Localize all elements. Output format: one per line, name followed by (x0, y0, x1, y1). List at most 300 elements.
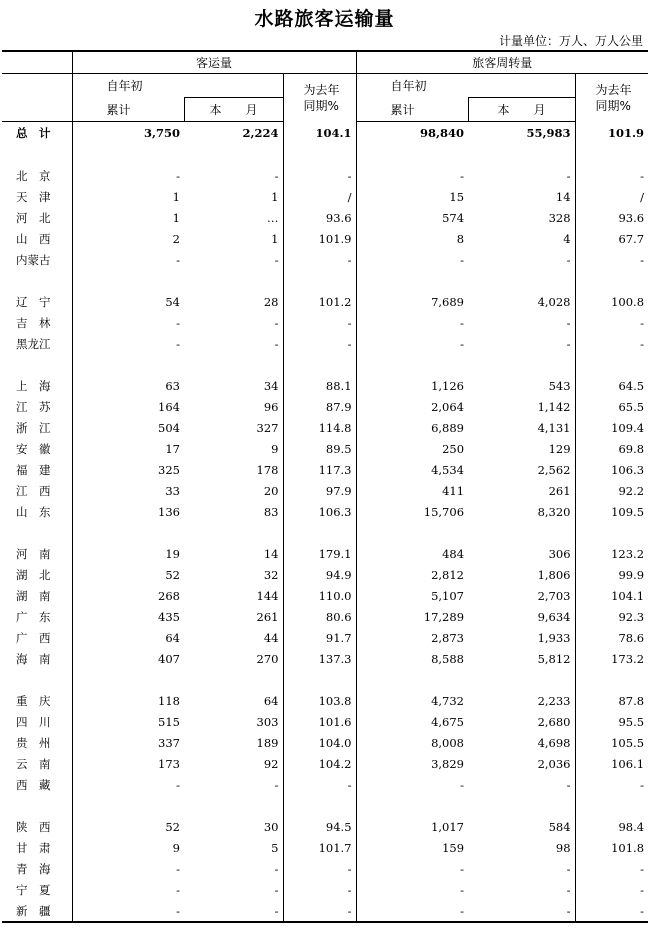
cell-passenger-month: 9 (271, 441, 279, 456)
cell-turnover-ytd: 2,064 (356, 396, 468, 417)
cell-turnover-month: - (566, 252, 571, 267)
cell-passenger-yoy: 114.8 (283, 417, 356, 438)
spacer-cell (2, 270, 72, 291)
cell-turnover-month: 129 (548, 441, 571, 456)
cell-passenger-ytd: 19 (72, 543, 184, 564)
cell-passenger-ytd: - (72, 900, 184, 922)
row-name: 河 南 (16, 546, 51, 561)
cell-turnover-yoy: 104.1 (575, 585, 648, 606)
cell-turnover-ytd: 2,873 (356, 627, 468, 648)
table-row (2, 375, 648, 396)
cell-passenger-ytd: 164 (72, 396, 184, 417)
spacer-cell (468, 144, 575, 165)
cell-turnover-month: 55,983 (526, 126, 571, 140)
cell-passenger-month: 303 (256, 714, 279, 729)
spacer-cell (2, 354, 72, 375)
cell-turnover-month: - (566, 336, 571, 351)
cell-turnover-yoy: 109.4 (575, 417, 648, 438)
cell-passenger-month: 34 (263, 378, 279, 393)
cell-passenger-month: 261 (256, 609, 279, 624)
cell-turnover-month: 2,680 (537, 714, 571, 729)
spacer-cell (2, 795, 72, 816)
spacer-row (2, 669, 648, 690)
row-name: 西 藏 (16, 777, 51, 792)
table-row (2, 396, 648, 417)
spacer-cell (575, 270, 648, 291)
cell-turnover-ytd: 159 (356, 837, 468, 858)
cell-turnover-yoy: - (575, 879, 648, 900)
cell-passenger-ytd: - (72, 165, 184, 186)
header-yoy-bottom: 同期% (303, 98, 339, 113)
cell-turnover-yoy: - (575, 858, 648, 879)
cell-passenger-month: 64 (263, 693, 279, 708)
cell-turnover-yoy: - (575, 312, 648, 333)
header-passenger-volume: 客运量 (72, 51, 356, 74)
cell-turnover-ytd: 411 (356, 480, 468, 501)
cell-passenger-ytd: 515 (72, 711, 184, 732)
cell-turnover-yoy: 65.5 (575, 396, 648, 417)
cell-turnover-ytd: 15,706 (356, 501, 468, 522)
spacer-cell (184, 144, 283, 165)
cell-passenger-yoy: 97.9 (283, 480, 356, 501)
cell-passenger-yoy: 117.3 (283, 459, 356, 480)
row-name: 黑龙江 (16, 336, 51, 351)
cell-turnover-ytd: - (356, 249, 468, 270)
cell-turnover-month: 4,698 (537, 735, 571, 750)
cell-passenger-ytd: - (72, 879, 184, 900)
cell-turnover-month: - (566, 315, 571, 330)
cell-turnover-ytd: - (356, 900, 468, 922)
header-yoy-top: 为去年 (303, 82, 340, 97)
row-name: 吉 林 (16, 315, 51, 330)
cell-passenger-yoy: 106.3 (283, 501, 356, 522)
row-name: 浙 江 (16, 420, 51, 435)
table-row (2, 753, 648, 774)
cell-passenger-month: 14 (263, 546, 279, 561)
table-row (2, 312, 648, 333)
cell-turnover-month: - (566, 168, 571, 183)
spacer-cell (356, 795, 468, 816)
table-row (2, 417, 648, 438)
row-name: 北 京 (16, 168, 51, 183)
row-name: 广 西 (16, 630, 51, 645)
table-row (2, 858, 648, 879)
spacer-cell (356, 270, 468, 291)
spacer-row (2, 354, 648, 375)
row-name: 重 庆 (16, 693, 51, 708)
cell-passenger-yoy: 93.6 (283, 207, 356, 228)
cell-passenger-ytd: 325 (72, 459, 184, 480)
spacer-cell (283, 522, 356, 543)
total-row (2, 122, 648, 145)
row-name: 湖 北 (16, 567, 51, 582)
cell-passenger-month: 96 (263, 399, 279, 414)
table-row (2, 459, 648, 480)
cell-passenger-yoy: 104.0 (283, 732, 356, 753)
spacer-cell (283, 354, 356, 375)
cell-turnover-ytd: 4,732 (356, 690, 468, 711)
cell-passenger-ytd: - (72, 774, 184, 795)
cell-turnover-month: 5,812 (537, 651, 571, 666)
spacer-cell (468, 795, 575, 816)
cell-passenger-yoy: - (283, 312, 356, 333)
page-title: 水路旅客运输量 (254, 8, 395, 30)
cell-turnover-month: 1,806 (537, 567, 571, 582)
spacer-cell (575, 354, 648, 375)
cell-passenger-month: 144 (256, 588, 279, 603)
spacer-cell (468, 669, 575, 690)
cell-passenger-yoy: 104.2 (283, 753, 356, 774)
row-name: 湖 南 (16, 588, 51, 603)
cell-passenger-month: 92 (263, 756, 279, 771)
cell-passenger-yoy: 80.6 (283, 606, 356, 627)
spacer-cell (468, 522, 575, 543)
row-name: 天 津 (16, 189, 51, 204)
spacer-cell (283, 270, 356, 291)
cell-turnover-ytd: - (356, 333, 468, 354)
cell-passenger-yoy: 110.0 (283, 585, 356, 606)
cell-passenger-ytd: - (72, 333, 184, 354)
table-row (2, 165, 648, 186)
row-name: 总 计 (16, 126, 51, 140)
spacer-cell (356, 522, 468, 543)
cell-passenger-ytd: 337 (72, 732, 184, 753)
spacer-cell (283, 144, 356, 165)
cell-turnover-month: 584 (548, 819, 571, 834)
cell-turnover-ytd: - (356, 879, 468, 900)
cell-passenger-month: 5 (271, 840, 279, 855)
cell-turnover-yoy: - (575, 333, 648, 354)
table-row (2, 543, 648, 564)
cell-passenger-month: 44 (263, 630, 279, 645)
cell-turnover-yoy: 106.3 (575, 459, 648, 480)
cell-turnover-yoy: 92.2 (575, 480, 648, 501)
unit-note: 计量单位：万人、万人公里 (498, 34, 643, 48)
cell-passenger-yoy: 89.5 (283, 438, 356, 459)
table-row (2, 207, 648, 228)
cell-passenger-ytd: 173 (72, 753, 184, 774)
cell-passenger-ytd: 435 (72, 606, 184, 627)
cell-passenger-month: 20 (263, 483, 279, 498)
row-name: 山 西 (16, 231, 51, 246)
row-name: 宁 夏 (16, 882, 51, 897)
row-name: 甘 肃 (16, 840, 51, 855)
cell-turnover-month: 4,028 (537, 294, 571, 309)
row-name: 新 疆 (2, 900, 72, 922)
table-row (2, 774, 648, 795)
spacer-cell (2, 522, 72, 543)
cell-passenger-month: - (274, 168, 279, 183)
cell-passenger-month: - (274, 882, 279, 897)
cell-turnover-ytd: 7,689 (356, 291, 468, 312)
table-row (2, 606, 648, 627)
cell-passenger-yoy: 101.6 (283, 711, 356, 732)
table-row (2, 585, 648, 606)
cell-passenger-yoy: 101.9 (283, 228, 356, 249)
cell-turnover-ytd: 4,534 (356, 459, 468, 480)
cell-turnover-yoy: 123.2 (575, 543, 648, 564)
cell-turnover-ytd: 8 (356, 228, 468, 249)
row-name: 福 建 (16, 462, 51, 477)
spacer-cell (184, 795, 283, 816)
cell-passenger-yoy: - (283, 333, 356, 354)
spacer-cell (72, 270, 184, 291)
cell-turnover-ytd: 5,107 (356, 585, 468, 606)
passenger-transport-table (2, 50, 648, 923)
cell-turnover-month: 2,036 (537, 756, 571, 771)
row-name: 内蒙古 (16, 252, 51, 267)
cell-turnover-yoy: 100.8 (575, 291, 648, 312)
cell-passenger-ytd: - (72, 312, 184, 333)
table-row (2, 627, 648, 648)
cell-passenger-month: - (274, 336, 279, 351)
spacer-cell (2, 669, 72, 690)
cell-turnover-month: - (566, 777, 571, 792)
cell-turnover-yoy: 87.8 (575, 690, 648, 711)
cell-passenger-ytd: 118 (72, 690, 184, 711)
cell-passenger-ytd: 1 (72, 207, 184, 228)
cell-turnover-ytd: 574 (356, 207, 468, 228)
cell-passenger-yoy: 94.5 (283, 816, 356, 837)
cell-passenger-yoy: / (283, 186, 356, 207)
row-name: 海 南 (16, 651, 51, 666)
cell-passenger-yoy: 137.3 (283, 648, 356, 669)
row-name: 江 苏 (16, 399, 51, 414)
cell-passenger-month: 1 (271, 231, 279, 246)
table-row (2, 249, 648, 270)
cell-passenger-ytd: 136 (72, 501, 184, 522)
row-name: 河 北 (16, 210, 51, 225)
cell-passenger-yoy: 104.1 (283, 122, 356, 145)
spacer-cell (283, 669, 356, 690)
cell-passenger-month: 30 (263, 819, 279, 834)
cell-turnover-yoy: - (575, 900, 648, 922)
table-row (2, 732, 648, 753)
cell-passenger-ytd: 63 (72, 375, 184, 396)
spacer-cell (72, 522, 184, 543)
cell-passenger-yoy: 179.1 (283, 543, 356, 564)
cell-turnover-ytd: 4,675 (356, 711, 468, 732)
cell-turnover-yoy: 78.6 (575, 627, 648, 648)
cell-passenger-month: - (274, 777, 279, 792)
header-ytd-bottom: 累计 (356, 98, 468, 122)
cell-turnover-ytd: - (356, 774, 468, 795)
cell-turnover-ytd: 1,126 (356, 375, 468, 396)
cell-passenger-month: - (274, 315, 279, 330)
header-month: 本 月 (184, 98, 283, 122)
spacer-row (2, 522, 648, 543)
header-ytd-top: 自年初 (72, 74, 283, 98)
cell-passenger-yoy: 101.2 (283, 291, 356, 312)
spacer-cell (184, 354, 283, 375)
spacer-cell (184, 270, 283, 291)
cell-turnover-month: 261 (548, 483, 571, 498)
cell-turnover-yoy: - (575, 249, 648, 270)
header-month: 本 月 (468, 98, 575, 122)
cell-turnover-ytd: 2,812 (356, 564, 468, 585)
cell-turnover-yoy: 67.7 (575, 228, 648, 249)
spacer-cell (468, 270, 575, 291)
row-name: 安 徽 (16, 441, 51, 456)
cell-turnover-ytd: 8,588 (356, 648, 468, 669)
cell-passenger-month: - (274, 861, 279, 876)
row-name: 云 南 (16, 756, 51, 771)
row-name: 辽 宁 (16, 294, 51, 309)
cell-turnover-ytd: 3,829 (356, 753, 468, 774)
cell-turnover-month: 1,933 (537, 630, 571, 645)
cell-turnover-ytd: 1,017 (356, 816, 468, 837)
header-blank (2, 74, 72, 98)
cell-passenger-yoy: 87.9 (283, 396, 356, 417)
table-row (2, 564, 648, 585)
spacer-cell (184, 669, 283, 690)
row-name: 四 川 (16, 714, 51, 729)
spacer-cell (575, 669, 648, 690)
cell-turnover-ytd: 8,008 (356, 732, 468, 753)
cell-passenger-month: 1 (271, 189, 279, 204)
row-name: 贵 州 (16, 735, 51, 750)
cell-turnover-yoy: - (575, 165, 648, 186)
header-passenger-turnover: 旅客周转量 (356, 51, 648, 74)
cell-passenger-yoy: 94.9 (283, 564, 356, 585)
cell-passenger-yoy: - (283, 858, 356, 879)
cell-passenger-ytd: - (72, 249, 184, 270)
header-yoy-bottom: 同期% (595, 98, 631, 113)
cell-passenger-yoy: 103.8 (283, 690, 356, 711)
cell-turnover-yoy: 98.4 (575, 816, 648, 837)
cell-turnover-month: 2,703 (537, 588, 571, 603)
cell-passenger-ytd: 64 (72, 627, 184, 648)
cell-passenger-ytd: 504 (72, 417, 184, 438)
cell-turnover-yoy: 101.9 (575, 122, 648, 145)
cell-passenger-ytd: 52 (72, 816, 184, 837)
cell-passenger-month: 178 (256, 462, 279, 477)
cell-passenger-ytd: 33 (72, 480, 184, 501)
cell-turnover-month: 2,562 (537, 462, 571, 477)
cell-turnover-ytd: 98,840 (356, 122, 468, 145)
spacer-cell (356, 354, 468, 375)
header-yoy (283, 74, 356, 122)
row-name: 山 东 (16, 504, 51, 519)
spacer-cell (283, 795, 356, 816)
cell-passenger-month: 2,224 (242, 126, 279, 140)
table-row (2, 648, 648, 669)
cell-passenger-month: 270 (256, 651, 279, 666)
cell-passenger-yoy: - (283, 249, 356, 270)
cell-turnover-yoy: 105.5 (575, 732, 648, 753)
cell-turnover-ytd: 17,289 (356, 606, 468, 627)
table-row (2, 501, 648, 522)
cell-turnover-yoy: 101.8 (575, 837, 648, 858)
row-name: 青 海 (16, 861, 51, 876)
cell-turnover-ytd: 484 (356, 543, 468, 564)
cell-turnover-ytd: - (356, 165, 468, 186)
cell-turnover-month: 2,233 (537, 693, 571, 708)
table-row (2, 186, 648, 207)
cell-turnover-month: 8,320 (537, 504, 571, 519)
table-header (2, 51, 648, 122)
row-name: 上 海 (16, 378, 51, 393)
cell-turnover-yoy: 93.6 (575, 207, 648, 228)
header-yoy (575, 74, 648, 122)
cell-passenger-yoy: 88.1 (283, 375, 356, 396)
cell-turnover-yoy: 92.3 (575, 606, 648, 627)
header-yoy-top: 为去年 (595, 82, 632, 97)
cell-passenger-ytd: 2 (72, 228, 184, 249)
cell-turnover-yoy: 106.1 (575, 753, 648, 774)
spacer-row (2, 144, 648, 165)
row-name: 陕 西 (16, 819, 51, 834)
cell-turnover-yoy: - (575, 774, 648, 795)
row-name: 广 东 (16, 609, 51, 624)
cell-passenger-yoy: - (283, 774, 356, 795)
cell-passenger-ytd: - (72, 858, 184, 879)
cell-passenger-month: 28 (263, 294, 279, 309)
cell-passenger-month: 327 (256, 420, 279, 435)
spacer-cell (72, 795, 184, 816)
table-row (2, 816, 648, 837)
table-row (2, 711, 648, 732)
cell-passenger-ytd: 1 (72, 186, 184, 207)
cell-turnover-month: - (468, 900, 575, 922)
spacer-cell (468, 354, 575, 375)
cell-passenger-yoy: - (283, 900, 356, 922)
cell-turnover-yoy: 109.5 (575, 501, 648, 522)
spacer-row (2, 795, 648, 816)
spacer-cell (575, 795, 648, 816)
spacer-row (2, 270, 648, 291)
header-blank (2, 51, 72, 74)
table-row (2, 291, 648, 312)
table-row (2, 879, 648, 900)
cell-turnover-month: 543 (548, 378, 571, 393)
cell-turnover-yoy: 99.9 (575, 564, 648, 585)
spacer-cell (356, 669, 468, 690)
spacer-cell (184, 522, 283, 543)
cell-passenger-yoy: - (283, 879, 356, 900)
cell-passenger-yoy: - (283, 165, 356, 186)
cell-passenger-ytd: 407 (72, 648, 184, 669)
cell-passenger-month: 83 (263, 504, 279, 519)
cell-passenger-ytd: 3,750 (72, 122, 184, 145)
cell-turnover-month: - (566, 882, 571, 897)
cell-turnover-yoy: 64.5 (575, 375, 648, 396)
cell-turnover-ytd: 250 (356, 438, 468, 459)
cell-turnover-yoy: 69.8 (575, 438, 648, 459)
cell-passenger-ytd: 9 (72, 837, 184, 858)
header-ytd-top: 自年初 (356, 74, 575, 98)
cell-turnover-ytd: 6,889 (356, 417, 468, 438)
cell-turnover-ytd: - (356, 858, 468, 879)
cell-turnover-ytd: 15 (356, 186, 468, 207)
cell-passenger-month: 32 (263, 567, 279, 582)
cell-turnover-month: 14 (555, 189, 571, 204)
spacer-cell (72, 354, 184, 375)
spacer-cell (72, 669, 184, 690)
cell-turnover-yoy: 173.2 (575, 648, 648, 669)
spacer-cell (575, 522, 648, 543)
spacer-cell (575, 144, 648, 165)
table-row (2, 900, 648, 922)
cell-passenger-month: 189 (256, 735, 279, 750)
cell-passenger-month: … (267, 210, 279, 225)
header-ytd-bottom: 累计 (72, 98, 184, 122)
cell-turnover-month: 4,131 (537, 420, 571, 435)
cell-passenger-month: - (184, 900, 283, 922)
cell-turnover-month: 306 (548, 546, 571, 561)
spacer-cell (2, 144, 72, 165)
cell-passenger-ytd: 17 (72, 438, 184, 459)
